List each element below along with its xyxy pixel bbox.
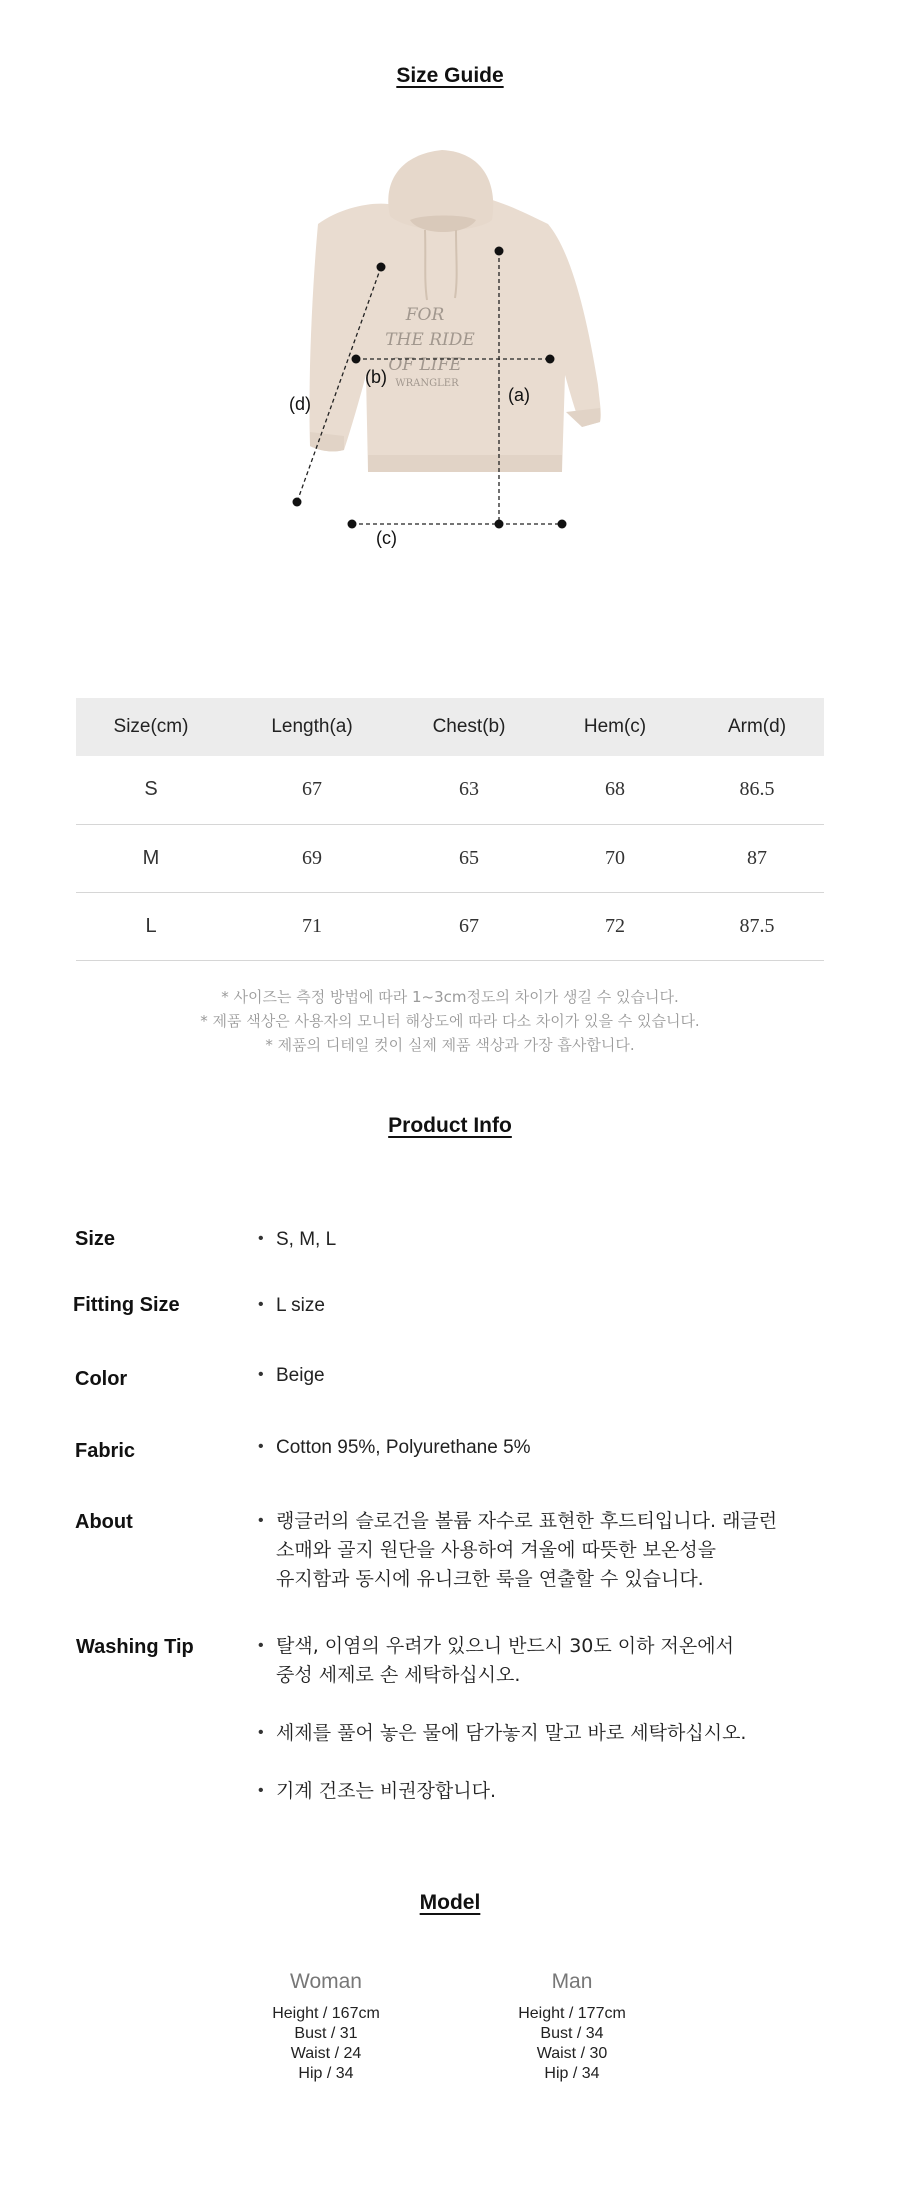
model-heading: Man bbox=[551, 1970, 593, 1993]
bullet: • bbox=[258, 1782, 264, 1799]
cell-arm: 87 bbox=[690, 824, 824, 892]
cell-hem: 72 bbox=[540, 892, 690, 960]
model-height: Height / 167cm bbox=[272, 2005, 380, 2022]
bullet: • bbox=[258, 1637, 264, 1654]
col-chest: Chest(b) bbox=[432, 716, 506, 737]
info-value: L size bbox=[276, 1295, 325, 1316]
cell-arm: 87.5 bbox=[690, 892, 824, 960]
model-waist: Waist / 30 bbox=[536, 2045, 608, 2062]
about-line: 랭글러의 슬로건을 볼륨 자수로 표현한 후드티입니다. 래글런 bbox=[276, 1510, 778, 1532]
table-row bbox=[76, 824, 824, 892]
info-label: Washing Tip bbox=[76, 1636, 194, 1658]
size-note: * 제품의 디테일 컷이 실제 제품 색상과 가장 흡사합니다. bbox=[265, 1036, 635, 1054]
print-line-1: FOR bbox=[405, 305, 445, 325]
cell-size: M bbox=[76, 824, 226, 892]
info-value: Beige bbox=[276, 1365, 325, 1386]
hoodie-illustration bbox=[309, 150, 600, 472]
label-c: (c) bbox=[376, 528, 397, 548]
model-title: Model bbox=[419, 1891, 481, 1914]
bullet: • bbox=[258, 1512, 264, 1529]
model-woman bbox=[206, 1970, 446, 2084]
size-table-header bbox=[76, 698, 824, 756]
cell-length: 69 bbox=[226, 824, 398, 892]
bullet: • bbox=[258, 1230, 264, 1247]
info-value: Cotton 95%, Polyurethane 5% bbox=[276, 1437, 531, 1458]
label-a: (a) bbox=[508, 385, 530, 405]
cell-chest: 65 bbox=[398, 824, 540, 892]
info-value: S, M, L bbox=[276, 1229, 337, 1250]
about-line: 유지함과 동시에 유니크한 룩을 연출할 수 있습니다. bbox=[276, 1568, 704, 1590]
print-line-4: WRANGLER bbox=[395, 378, 459, 389]
cell-length: 71 bbox=[226, 892, 398, 960]
cell-size: L bbox=[76, 892, 226, 960]
model-bust: Bust / 31 bbox=[294, 2025, 358, 2042]
info-label: About bbox=[75, 1511, 133, 1533]
washing-tip-1 bbox=[276, 1632, 734, 1690]
size-guide-title: Size Guide bbox=[396, 64, 504, 87]
cell-arm: 86.5 bbox=[690, 756, 824, 824]
table-row bbox=[76, 892, 824, 960]
info-label: Fitting Size bbox=[73, 1294, 180, 1316]
model-man bbox=[452, 1970, 692, 2084]
about-text bbox=[276, 1507, 777, 1594]
size-notes bbox=[0, 985, 900, 1057]
col-length: Length(a) bbox=[271, 716, 353, 737]
model-hip: Hip / 34 bbox=[544, 2065, 600, 2082]
size-note: * 제품 색상은 사용자의 모니터 해상도에 따라 다소 차이가 있을 수 있습니다. bbox=[200, 1012, 700, 1030]
print-line-3: OF LIFE bbox=[388, 355, 462, 375]
cell-chest: 63 bbox=[398, 756, 540, 824]
col-arm: Arm(d) bbox=[727, 716, 787, 737]
info-label: Size bbox=[75, 1228, 116, 1250]
info-label: Fabric bbox=[75, 1440, 136, 1462]
cell-length: 67 bbox=[226, 756, 398, 824]
washing-tip-line: 탈색, 이염의 우려가 있으니 반드시 30도 이하 저온에서 bbox=[276, 1635, 734, 1657]
washing-tip-line: 중성 세제로 손 세탁하십시오. bbox=[276, 1664, 521, 1686]
col-size: Size(cm) bbox=[113, 716, 189, 737]
washing-tip-3: 기계 건조는 비권장합니다. bbox=[276, 1780, 497, 1802]
model-height: Height / 177cm bbox=[518, 2005, 626, 2022]
washing-tip-2: 세제를 풀어 놓은 물에 담가놓지 말고 바로 세탁하십시오. bbox=[276, 1722, 747, 1744]
size-note: * 사이즈는 측정 방법에 따라 1~3cm정도의 차이가 생길 수 있습니다. bbox=[221, 988, 679, 1006]
model-heading: Woman bbox=[290, 1970, 362, 1993]
col-hem: Hem(c) bbox=[583, 716, 647, 737]
bullet: • bbox=[258, 1724, 264, 1741]
model-waist: Waist / 24 bbox=[290, 2045, 362, 2062]
print-line-2: THE RIDE bbox=[385, 330, 475, 350]
bullet: • bbox=[258, 1296, 264, 1313]
table-row bbox=[76, 756, 824, 824]
cell-chest: 67 bbox=[398, 892, 540, 960]
bullet: • bbox=[258, 1366, 264, 1383]
cell-hem: 68 bbox=[540, 756, 690, 824]
bullet: • bbox=[258, 1438, 264, 1455]
hoodie-measurement-diagram bbox=[270, 150, 650, 570]
info-label: Color bbox=[75, 1368, 128, 1390]
cell-size: S bbox=[76, 756, 226, 824]
label-b: (b) bbox=[365, 367, 387, 387]
model-hip: Hip / 34 bbox=[298, 2065, 354, 2082]
cell-hem: 70 bbox=[540, 824, 690, 892]
product-info-title: Product Info bbox=[388, 1114, 512, 1137]
model-bust: Bust / 34 bbox=[540, 2025, 604, 2042]
label-d: (d) bbox=[289, 394, 311, 414]
about-line: 소매와 골지 원단을 사용하여 겨울에 따뜻한 보온성을 bbox=[276, 1539, 717, 1561]
size-table bbox=[76, 698, 824, 961]
